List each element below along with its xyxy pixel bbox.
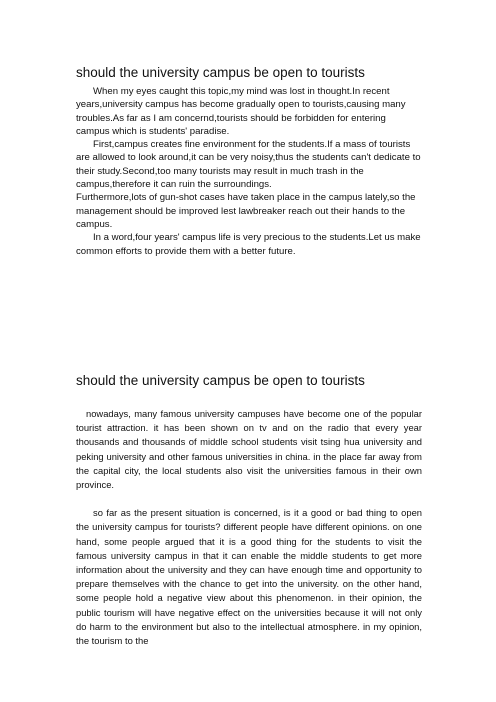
- essay-1-title: should the university campus be open to tourists: [76, 65, 365, 80]
- essay-2-title: should the university campus be open to tourists: [76, 373, 365, 388]
- essay-1-paragraph-4: In a word,four years' campus life is very precious to the students.Let us make common efforts to provide them with a better future.: [76, 232, 421, 257]
- essay-2-paragraph-2: so far as the present situation is concerned, is it a good or bad thing to open the university campus for tourists? different people have different opinions. on one hand, some people argued that it is a good thing for the students to visit the famous university campus in that it can enable the middle students to get more information about the university and they can have enough time and opportunity to prepare themselves with the chance to get into the university. on the other hand, some people hold a negative view about this phenomenon. in their opinion, the public tourism will have negative effect on the universities because it will not only do harm to the environment but also to the intellectual atmosphere. in my opinion, the tourism to the: [76, 507, 422, 647]
- essay-1-paragraph-2: First,campus creates fine environment for the students.If a mass of tourists are allowed to look around,it can be very noisy,thus the students can't dedicate to their study.Second,too many tourists may result in much trash in the campus,therefore it can ruin the surroundings.: [76, 139, 421, 191]
- essay-2: [76, 372, 422, 648]
- essay-1: [76, 64, 422, 258]
- essay-2-paragraph-1: nowadays, many famous university campuses have become one of the popular tourist attraction. it has been shown on tv and on the radio that every year thousands and thousands of middle school students visit tsing hua university and peking university and other famous universities in china. in the place far away from the capital city, the local students also visit the universities famous in their own province.: [76, 408, 422, 491]
- essay-1-paragraph-3: Furthermore,lots of gun-shot cases have taken place in the campus lately,so the management should be improved lest lawbreaker reach out their hands to the campus.: [76, 192, 416, 230]
- essay-1-paragraph-1: When my eyes caught this topic,my mind was lost in thought.In recent years,university campus has become gradually open to tourists,causing many troubles.As far as I am concernd,tourists should be forbidden for entering campus which is students' paradise.: [76, 86, 406, 137]
